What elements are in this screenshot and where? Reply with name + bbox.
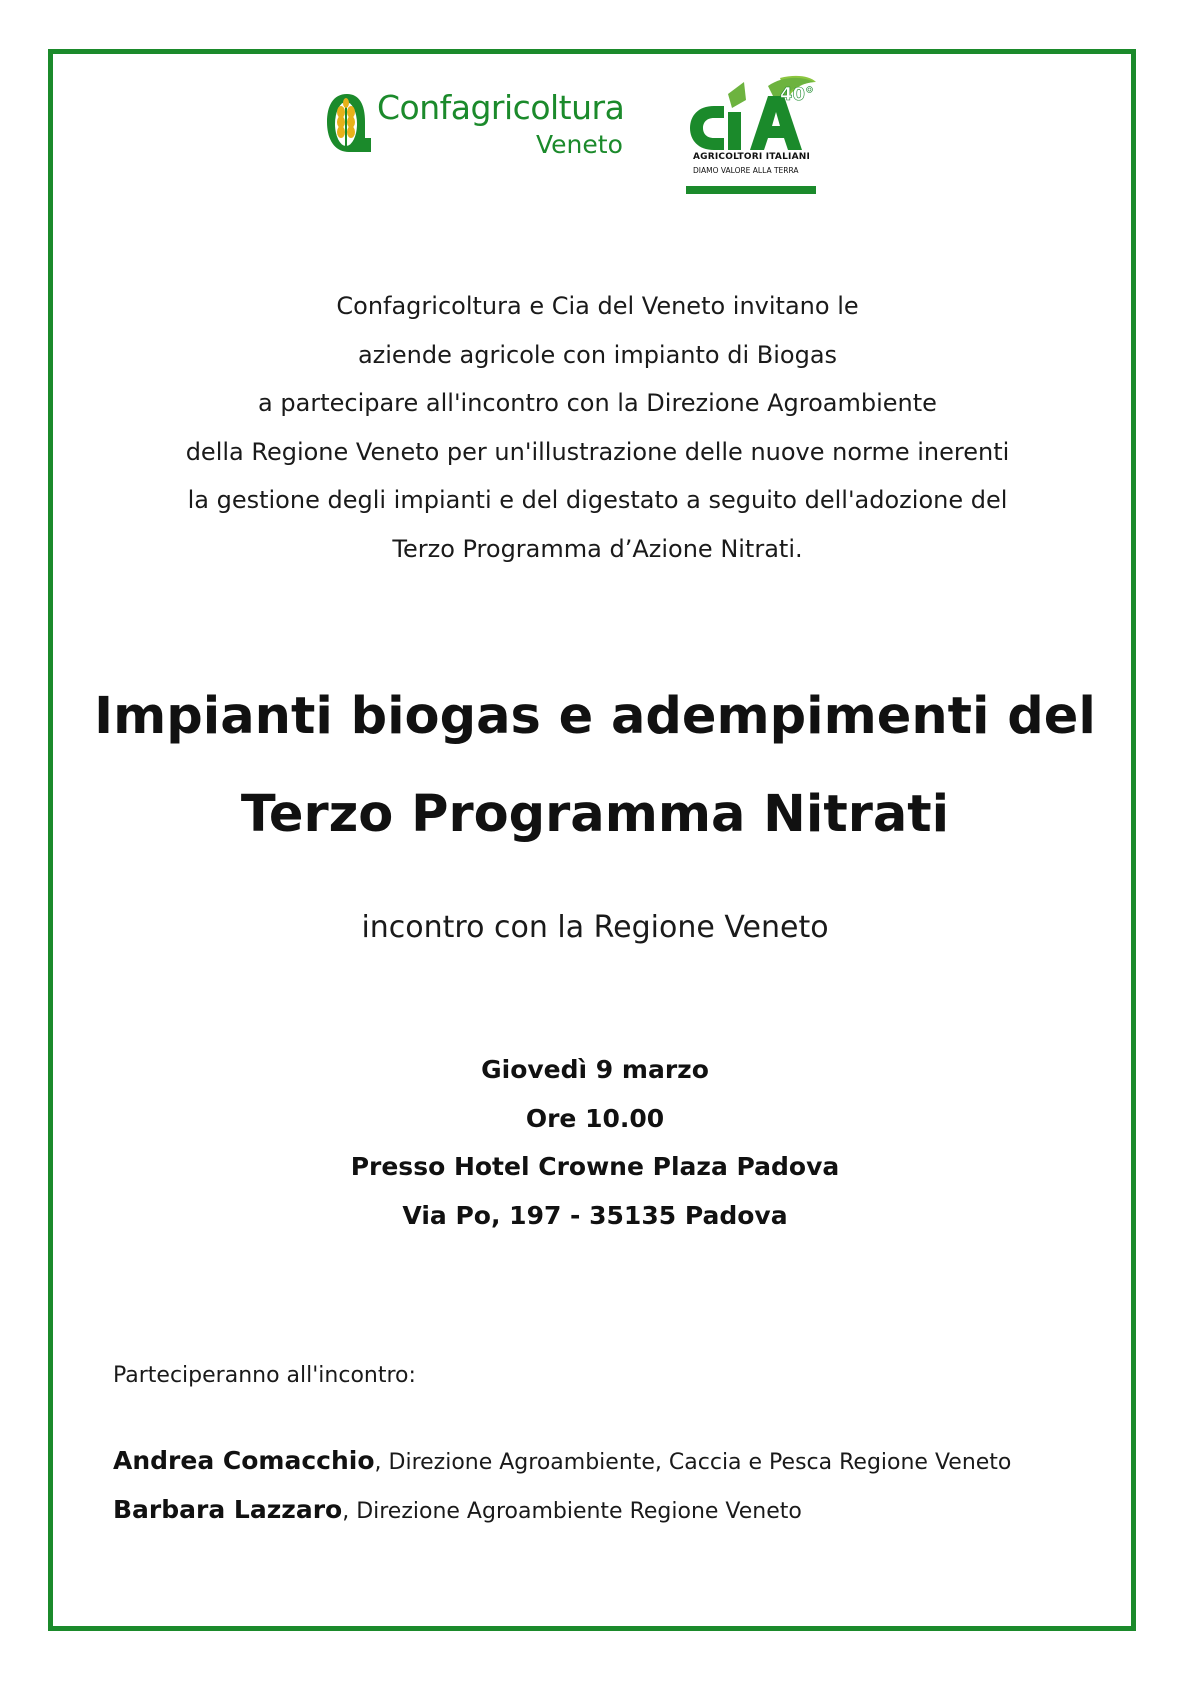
event-subtitle: incontro con la Regione Veneto [361,910,829,945]
event-details [60,1046,1130,1240]
intro-line: a partecipare all'incontro con la Direzione Agroambiente [258,389,937,417]
confagricoltura-wheat-icon [325,88,373,156]
participant-name: Barbara Lazzaro [113,1495,343,1524]
intro-paragraph [100,282,1095,573]
participant-entry [113,1446,1011,1475]
intro-line: della Regione Veneto per un'illustrazione delle nuove norme inerenti [185,437,1010,466]
cia-green-bar [686,186,816,194]
event-time: Ore 10.00 [525,1103,665,1133]
cia-emblem-icon [684,72,816,152]
intro-line: Terzo Programma d’Azione Nitrati. [392,534,803,563]
confagricoltura-region: Veneto [536,130,623,159]
event-address: Via Po, 197 - 35135 Padova [402,1200,788,1230]
confagricoltura-brand: Confagricoltura [377,88,625,127]
event-date: Giovedì 9 marzo [481,1055,709,1084]
participant-name: Andrea Comacchio [113,1446,375,1475]
cia-tagline-primary: AGRICOLTORI ITALIANI [693,152,811,162]
intro-line: aziende agricole con impianto di Biogas [357,340,838,369]
cia-tagline-secondary: DIAMO VALORE ALLA TERRA [693,166,799,175]
event-title-line: Terzo Programma Nitrati [240,785,950,844]
cia-badge-text: 40° [780,84,815,105]
participants-heading: Parteciperanno all'incontro: [113,1363,416,1388]
cia-logo [684,72,816,196]
confagricoltura-logo [325,88,625,168]
event-title-line: Impianti biogas e adempimenti del [94,687,1096,746]
intro-line: la gestione degli impianti e del digestato a seguito dell'adozione del [187,486,1008,514]
event-venue: Presso Hotel Crowne Plaza Padova [350,1152,840,1181]
participant-role: , Direzione Agroambiente, Caccia e Pesca Regione Veneto [374,1450,1012,1475]
event-title [60,668,1130,864]
participant-entry [113,1495,802,1524]
participant-role: , Direzione Agroambiente Regione Veneto [342,1499,802,1524]
intro-line: Confagricoltura e Cia del Veneto invitano le [336,292,859,320]
